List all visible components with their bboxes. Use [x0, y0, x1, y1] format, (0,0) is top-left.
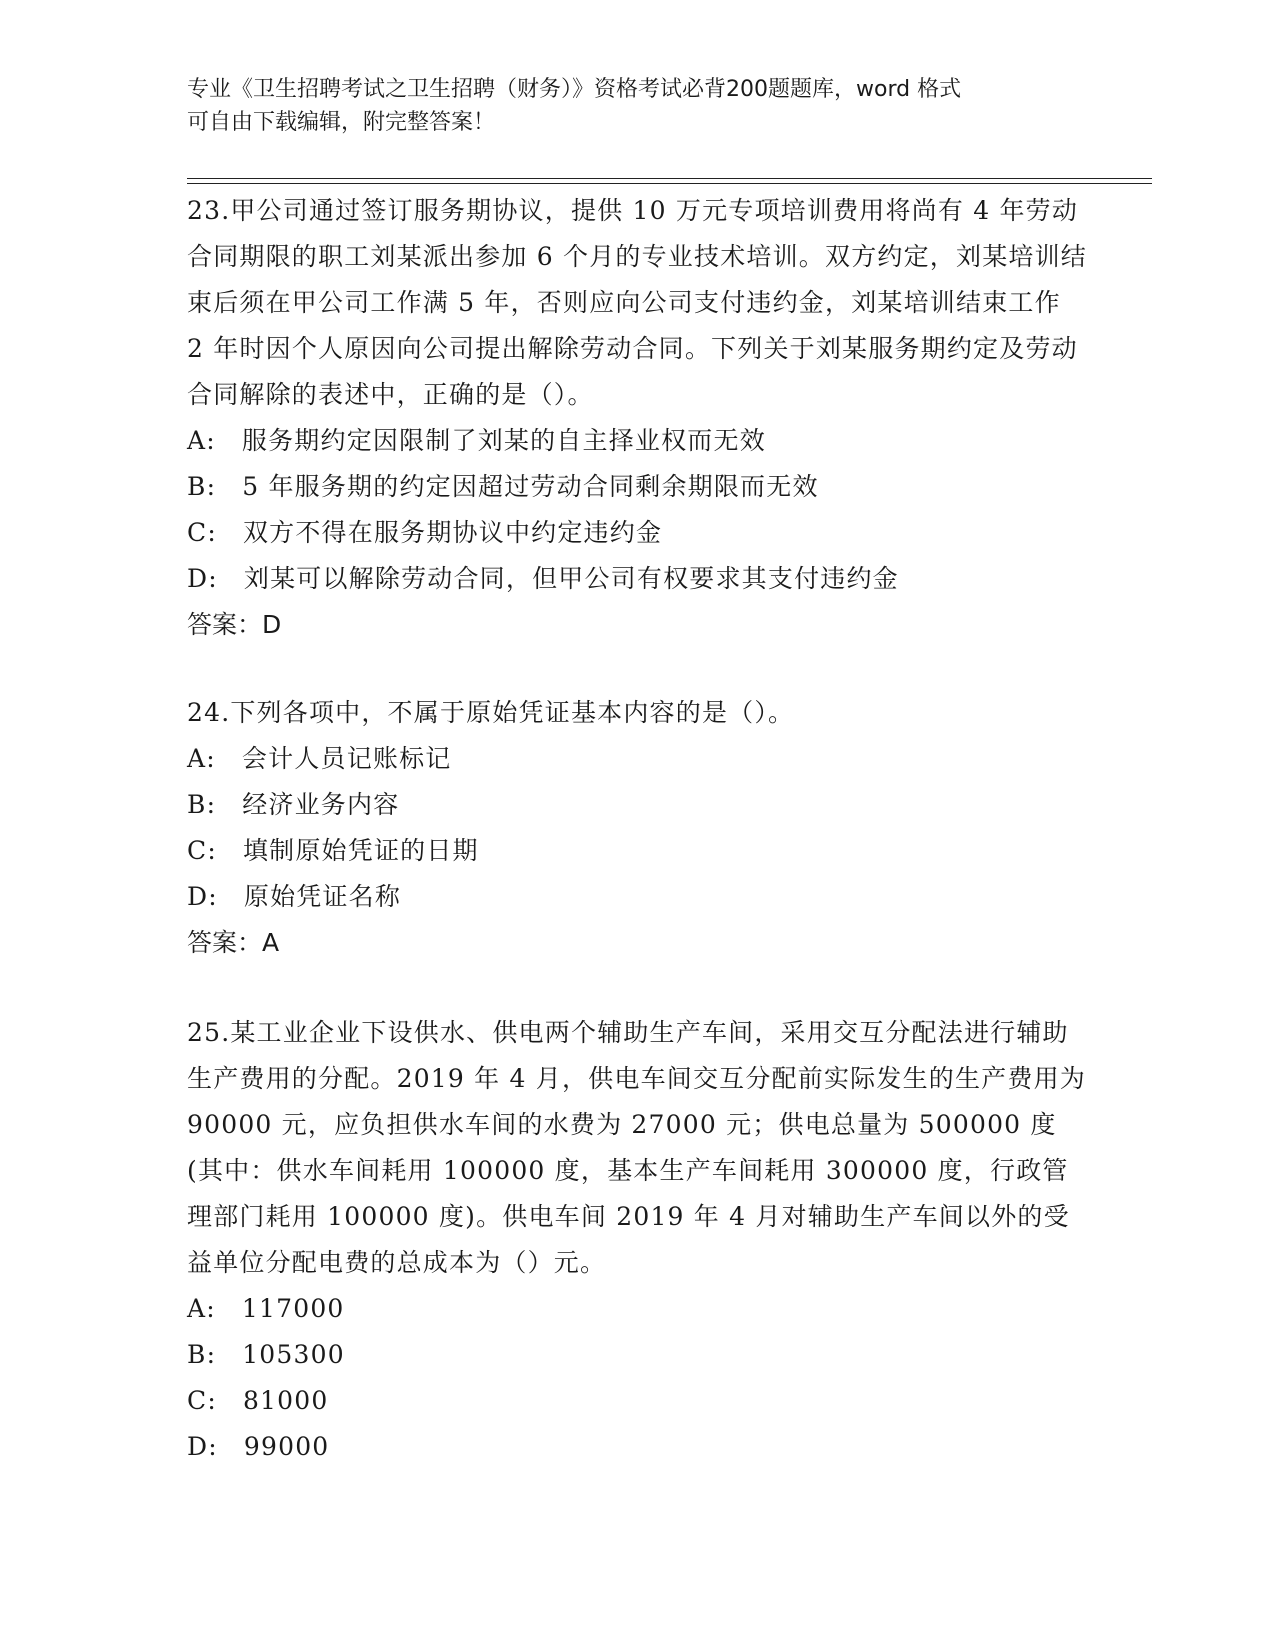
- option-a: [187, 418, 1087, 464]
- option-b: [187, 464, 1087, 510]
- option-text: 会计人员记账标记: [241, 744, 452, 773]
- question-stem: 24.下列各项中，不属于原始凭证基本内容的是（）。: [187, 698, 795, 727]
- option-key: C:: [187, 836, 217, 865]
- option-d: [187, 874, 1087, 920]
- option-d: [187, 556, 1087, 602]
- option-text: 105300: [242, 1340, 345, 1369]
- option-key: D:: [187, 882, 218, 911]
- question-25: [187, 1010, 1087, 1470]
- option-text: 填制原始凭证的日期: [242, 836, 479, 865]
- answer-label: 答案：A: [187, 928, 280, 957]
- question-stem: 25.某工业企业下设供水、供电两个辅助生产车间，采用交互分配法进行辅助生产费用的分配。2019 年 4 月，供电车间交互分配前实际发生的生产费用为 90000 元，应负担供水车间的水费为 27000 元；供电总量为 500000 度(其中：供水车间耗用 100000 度，基本生产车间耗用 300000 度，行政管理部门耗用 100000 度)。供电车间 2019 年 4 月对辅助生产车间以外的受益单位分配电费的总成本为（）元。: [187, 1018, 1086, 1277]
- question-23: [187, 188, 1087, 648]
- option-key: B:: [187, 1340, 217, 1369]
- question-24: [187, 690, 1087, 966]
- option-c: [187, 828, 1087, 874]
- header-line-1: 专业《卫生招聘考试之卫生招聘（财务）》资格考试必背200题题库，word 格式: [187, 77, 962, 102]
- answer-label: 答案：D: [187, 610, 282, 639]
- option-key: A:: [187, 426, 216, 455]
- option-text: 原始凭证名称: [243, 882, 402, 911]
- header-divider-top: [187, 178, 1152, 179]
- option-c: [187, 510, 1087, 556]
- option-text: 99000: [243, 1432, 330, 1461]
- option-key: B:: [187, 472, 217, 501]
- option-d: [187, 1424, 1087, 1470]
- option-key: C:: [187, 518, 217, 547]
- option-key: D:: [187, 1432, 218, 1461]
- option-key: A:: [187, 1294, 216, 1323]
- option-b: [187, 782, 1087, 828]
- header-line-2: 可自由下载编辑，附完整答案！: [187, 110, 496, 135]
- option-b: [187, 1332, 1087, 1378]
- option-c: [187, 1378, 1087, 1424]
- option-text: 刘某可以解除劳动合同，但甲公司有权要求其支付违约金: [243, 564, 899, 593]
- document-header: [187, 73, 1087, 139]
- option-text: 双方不得在服务期协议中约定违约金: [242, 518, 663, 547]
- option-key: C:: [187, 1386, 217, 1415]
- option-a: [187, 1286, 1087, 1332]
- option-text: 经济业务内容: [242, 790, 400, 819]
- option-a: [187, 736, 1087, 782]
- header-divider-bottom: [187, 183, 1152, 184]
- option-text: 5 年服务期的约定因超过劳动合同剩余期限而无效: [242, 472, 819, 501]
- question-stem: 23.甲公司通过签订服务期协议，提供 10 万元专项培训费用将尚有 4 年劳动合同期限的职工刘某派出参加 6 个月的专业技术培训。双方约定，刘某培训结束后须在甲公司工作满 5 年，否则应向公司支付违约金，刘某培训结束工作 2 年时因个人原因向公司提出解除劳动合同。下列关于刘某服务期约定及劳动合同解除的表述中，正确的是（）。: [187, 196, 1088, 409]
- option-text: 服务期约定因限制了刘某的自主择业权而无效: [241, 426, 766, 455]
- option-key: A:: [187, 744, 216, 773]
- option-text: 117000: [241, 1294, 345, 1323]
- option-key: D:: [187, 564, 218, 593]
- option-text: 81000: [242, 1386, 329, 1415]
- option-key: B:: [187, 790, 217, 819]
